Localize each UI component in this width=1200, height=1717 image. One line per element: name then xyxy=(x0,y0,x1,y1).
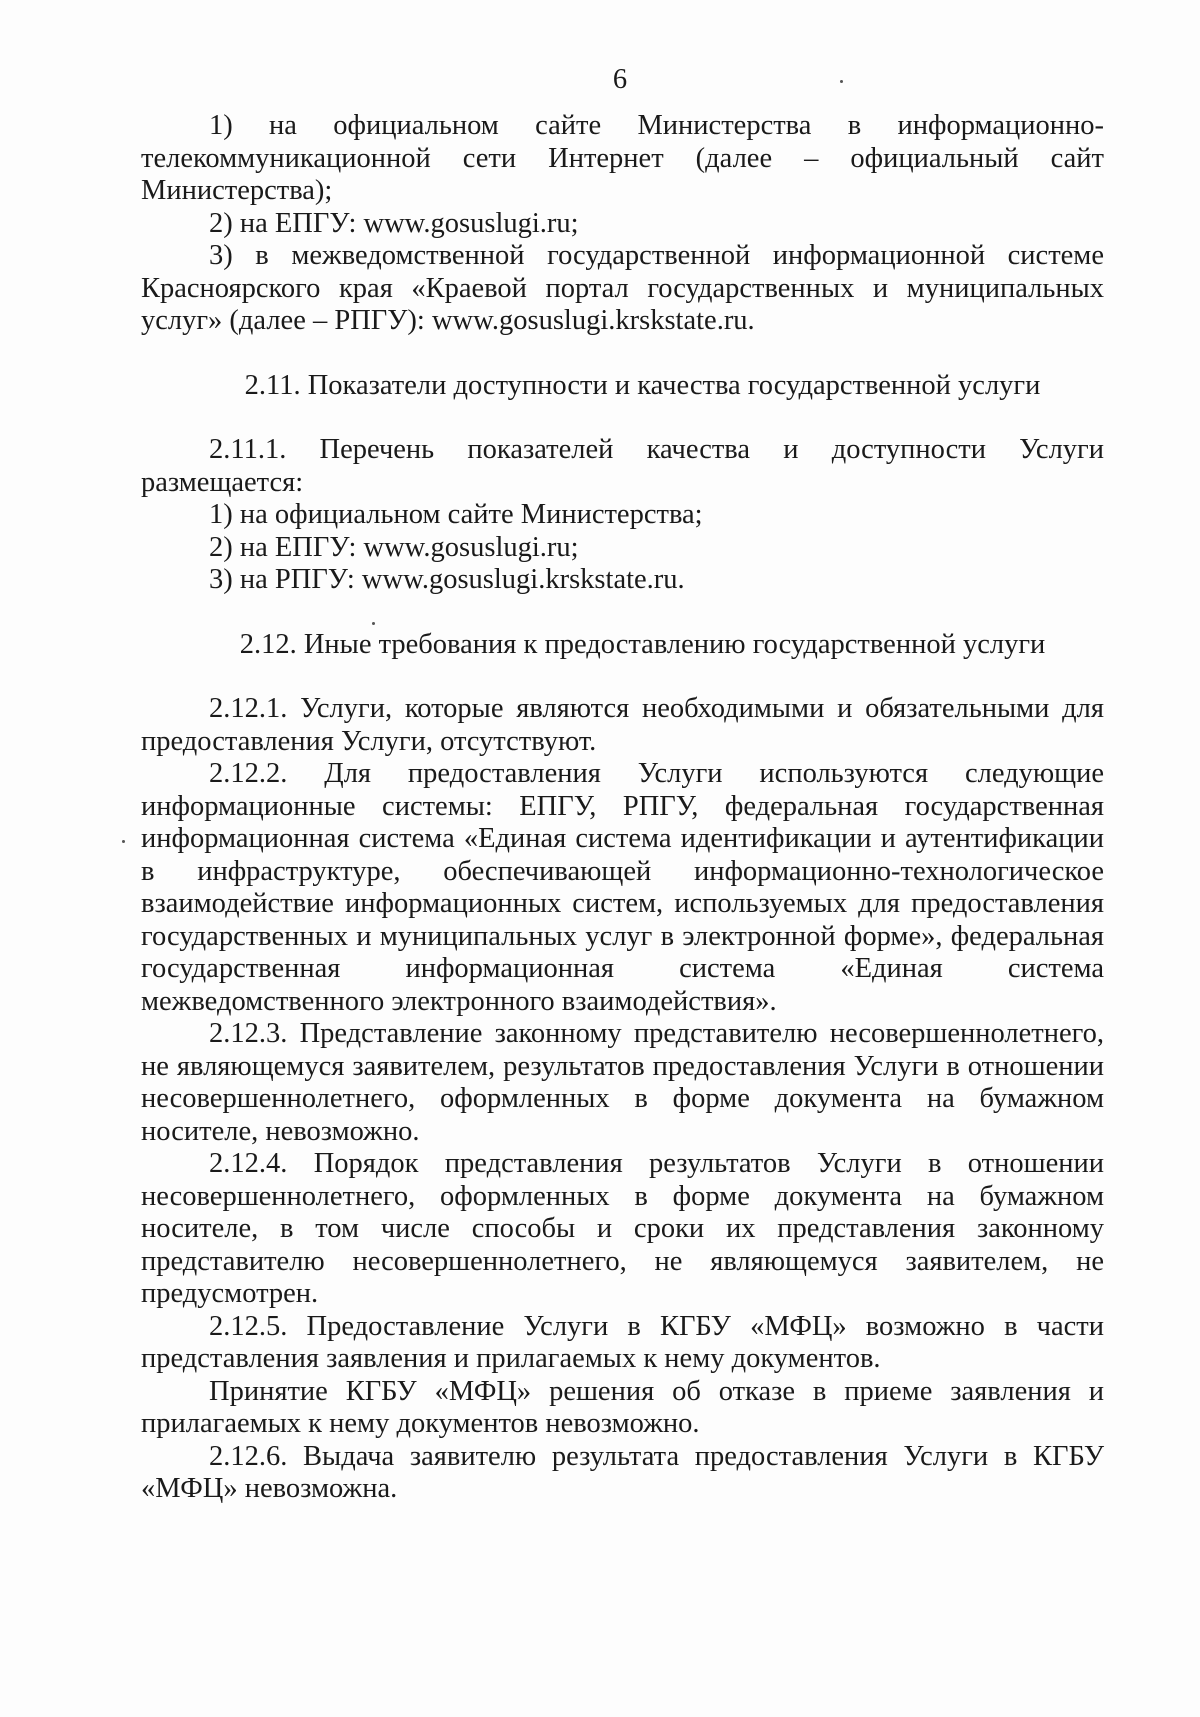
paragraph-2-12-5: 2.12.5. Предоставление Услуги в КГБУ «МФЦ» возможно в части представления заявления и прилагаемых к нему документов. xyxy=(141,1310,1104,1374)
scan-speck xyxy=(372,622,375,625)
list-item-rpgu: 3) на РПГУ: www.gosuslugi.krskstate.ru. xyxy=(209,564,685,595)
section-heading-2-12: 2.12. Иные требования к предоставлению государственной услуги xyxy=(239,628,1046,660)
paragraph-2-12-5-mfc: Принятие КГБУ «МФЦ» решения об отказе в приеме заявления и прилагаемых к нему документов невозможно. xyxy=(141,1375,1104,1439)
scan-speck xyxy=(122,840,125,843)
paragraph-official-site: 1) на официальном сайте Министерства в информационно-телекоммуникационной сети Интернет (далее – официальный сайт Министерства); xyxy=(141,110,1104,206)
paragraph-2-11-1: 2.11.1. Перечень показателей качества и доступности Услуги размещается: xyxy=(141,434,1104,498)
paragraph-2-12-3: 2.12.3. Представление законному представителю несовершеннолетнего, не являющемуся заявителем, результатов предоставления Услуги в отношении несовершеннолетнего, оформленных в форме документа на бумажном носителе, невозможно. xyxy=(141,1018,1104,1147)
page-number: 6 xyxy=(612,64,628,95)
paragraph-epgu: 2) на ЕПГУ: www.gosuslugi.ru; xyxy=(209,207,579,239)
document-body xyxy=(141,110,1104,1506)
paragraph-2-12-2: 2.12.2. Для предоставления Услуги используются следующие информационные системы: ЕПГУ, РПГУ, федеральная государственная информационная система «Единая система идентификации и аутентификации в инфраструктуре, обеспечивающей информационно-технологическое взаимодействие информационных систем, используемых для предоставления государственных и муниципальных услуг в электронной форме», федеральная государственная информационная система «Единая система межведомственного электронного взаимодействия». xyxy=(141,758,1104,1017)
scan-speck xyxy=(840,80,843,83)
paragraph-rpgu: 3) в межведомственной государственной информационной системе Красноярского края «Краевой портал государственных и муниципальных услуг» (далее – РПГУ): www.gosuslugi.krskstate.ru. xyxy=(141,240,1104,336)
list-item-epgu: 2) на ЕПГУ: www.gosuslugi.ru; xyxy=(209,531,579,563)
paragraph-2-12-6: 2.12.6. Выдача заявителю результата предоставления Услуги в КГБУ «МФЦ» невозможна. xyxy=(141,1440,1104,1504)
list-item-official-site: 1) на официальном сайте Министерства; xyxy=(209,499,703,530)
section-heading-2-11: 2.11. Показатели доступности и качества государственной услуги xyxy=(244,369,1041,401)
paragraph-2-12-4: 2.12.4. Порядок представления результатов Услуги в отношении несовершеннолетнего, оформленных в форме документа на бумажном носителе, в том числе способы и сроки их представления законному представителю несовершеннолетнего, не являющемуся заявителем, не предусмотрен. xyxy=(141,1148,1104,1309)
paragraph-2-12-1: 2.12.1. Услуги, которые являются необходимыми и обязательными для предоставления Услуги, отсутствуют. xyxy=(141,693,1104,757)
